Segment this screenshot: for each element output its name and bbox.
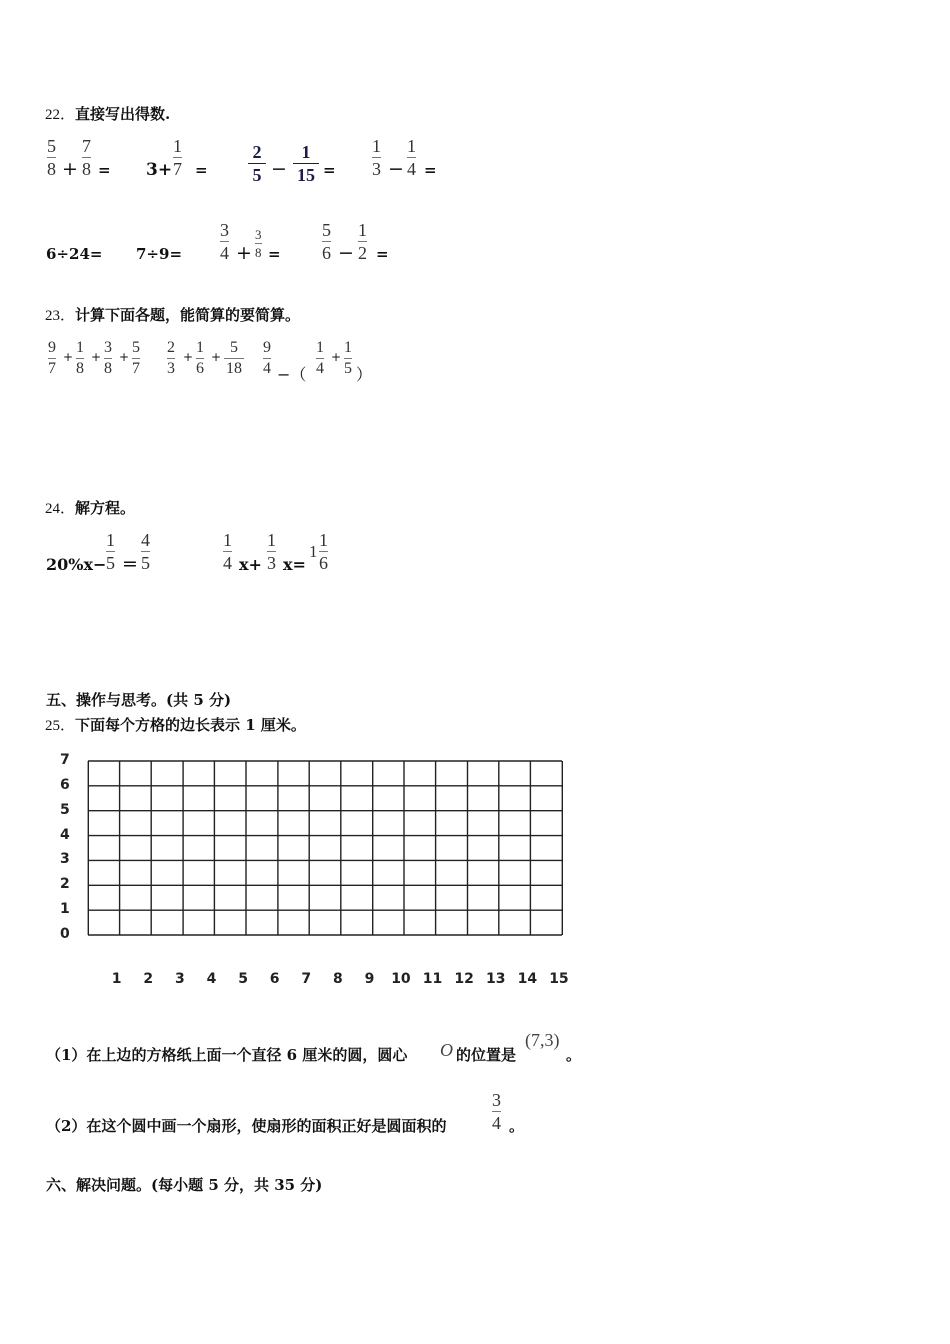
center-coordinate: (7,3) (525, 1030, 560, 1050)
q25-title: 下面每个方格的边长表示 1 厘米。 (75, 716, 306, 734)
fraction: 1 2 (358, 220, 367, 263)
center-o-symbol: O (440, 1040, 453, 1060)
fraction: 1 8 (76, 339, 84, 377)
x-axis-label: 4 (206, 971, 217, 987)
operator: + (91, 350, 102, 364)
fraction: 7 8 (82, 136, 91, 179)
operator: + (62, 158, 78, 180)
coordinate-grid (40, 745, 580, 990)
fraction: 2 5 (248, 143, 266, 184)
y-axis-label: 0 (60, 926, 70, 942)
y-axis-label: 4 (60, 826, 70, 843)
operator: − (338, 242, 354, 264)
equals: = (424, 161, 437, 179)
fraction: 5 18 (226, 339, 242, 377)
fraction: 9 4 (263, 339, 271, 377)
x-axis-label: 11 (422, 971, 443, 987)
fraction: 3 8 (255, 227, 262, 260)
equation-lead: 20%x− (46, 555, 107, 574)
y-axis-label: 1 (60, 901, 70, 918)
fraction: 5 8 (47, 136, 56, 179)
fraction: 1 5 (344, 339, 352, 377)
fraction: 5 7 (132, 339, 140, 377)
x-axis-label: 14 (517, 971, 538, 987)
expression-6div24: 6÷24= (46, 245, 103, 263)
fraction: 1 4 (223, 530, 232, 573)
x-axis-label: 6 (269, 971, 280, 987)
y-axis-label: 6 (60, 776, 70, 793)
fraction: 1 3 (267, 530, 276, 573)
fraction: 4 5 (141, 530, 150, 573)
operator: − (388, 158, 404, 180)
y-axis-label: 3 (60, 851, 70, 868)
minus-paren: −（ (277, 365, 307, 384)
fraction: 1 15 (293, 143, 319, 184)
q24-number: 24． (45, 501, 76, 517)
operator: + (63, 350, 74, 364)
grid-lines (40, 745, 580, 990)
fraction: 3 4 (492, 1090, 501, 1133)
q23-number: 23． (45, 308, 76, 324)
q23-heading (45, 304, 300, 325)
fraction: 3 4 (220, 220, 229, 263)
fraction: 1 3 (372, 136, 381, 179)
section5-title: 五、操作与思考。(共 5 分) (46, 691, 232, 709)
operator: + (211, 350, 222, 364)
equals: = (98, 161, 111, 179)
fraction: 9 7 (48, 339, 56, 377)
q24-heading (45, 497, 135, 518)
q25-part1-mid: 的位置是 (456, 1046, 517, 1064)
q25-part2-text: （2）在这个圆中画一个扇形，使扇形的面积正好是圆面积的 (46, 1117, 447, 1135)
x-axis-label: 1 (111, 971, 122, 987)
operator: − (271, 158, 287, 180)
operator: + (183, 350, 194, 364)
x-axis-label: 2 (143, 971, 154, 987)
variable-plus: x+ (239, 555, 262, 574)
fraction: 3 8 (104, 339, 112, 377)
operator: + (331, 350, 342, 364)
close-paren: ） (356, 365, 373, 384)
x-axis-label: 12 (454, 971, 474, 987)
q25-heading (45, 714, 306, 735)
q23-title: 计算下面各题，能简算的要简算。 (75, 306, 301, 324)
x-axis-label: 13 (486, 971, 506, 987)
whole-plus: 3+ (146, 160, 173, 180)
fraction: 1 5 (106, 530, 115, 573)
fraction: 1 7 (173, 136, 182, 179)
operator: + (236, 242, 252, 264)
expression-7div9: 7÷9= (136, 245, 183, 263)
y-axis-label: 5 (60, 801, 70, 818)
x-axis-label: 3 (175, 971, 185, 987)
q25-part2-end: 。 (509, 1117, 525, 1135)
y-axis-label: 2 (60, 876, 70, 893)
equals: = (122, 553, 138, 575)
fraction: 1 6 (196, 339, 204, 377)
x-axis-label: 9 (364, 971, 375, 987)
q22-title: 直接写出得数. (75, 105, 171, 123)
q25-number: 25． (45, 718, 76, 734)
equals: = (195, 161, 208, 179)
fraction: 5 6 (322, 220, 331, 263)
x-axis-label: 15 (549, 971, 569, 987)
q25-part1 (46, 1044, 407, 1065)
fraction: 1 4 (316, 339, 324, 377)
mixed-whole: 1 (309, 542, 318, 561)
fraction: 2 3 (167, 339, 175, 377)
x-axis-label: 8 (333, 971, 343, 987)
operator: + (119, 350, 130, 364)
variable-equals: x= (283, 555, 306, 574)
equals: = (323, 161, 336, 179)
q25-part2 (46, 1115, 446, 1136)
q22-heading (45, 103, 170, 124)
equals: = (268, 245, 281, 263)
fraction: 1 6 (319, 530, 328, 573)
q22-number: 22． (45, 107, 76, 123)
section6-title: 六、解决问题。(每小题 5 分，共 35 分) (46, 1176, 323, 1194)
x-axis-label: 10 (391, 971, 411, 987)
x-axis-label: 5 (238, 971, 248, 987)
fraction: 1 4 (407, 136, 416, 179)
x-axis-label: 7 (301, 971, 312, 987)
q25-part1-text: （1）在上边的方格纸上面一个直径 6 厘米的圆，圆心 (46, 1046, 408, 1064)
equals: = (376, 245, 389, 263)
y-axis-label: 7 (60, 752, 70, 768)
q24-title: 解方程。 (75, 499, 136, 517)
q25-part1-end: 。 (566, 1046, 582, 1064)
